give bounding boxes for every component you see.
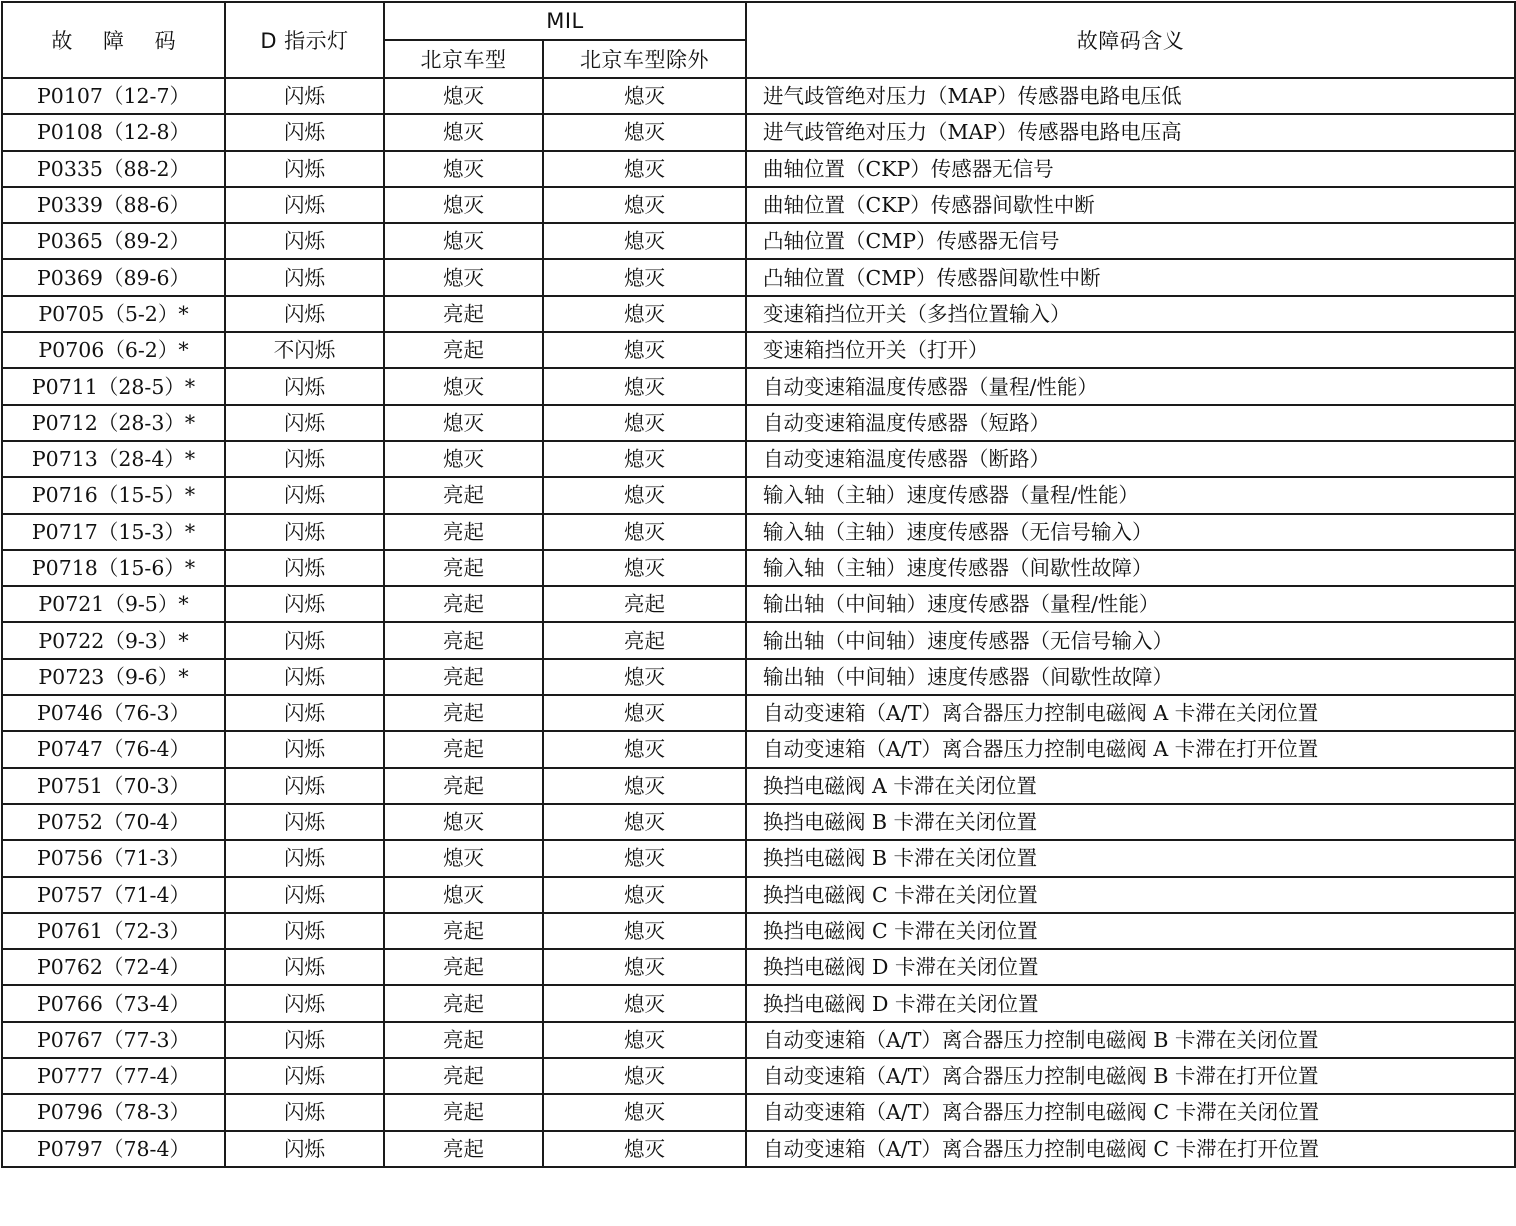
table-row <box>2 913 1515 949</box>
d-light-cell: 闪烁 <box>225 695 384 731</box>
table-row <box>2 441 1515 477</box>
fault-meaning-cell: 自动变速箱（A/T）离合器压力控制电磁阀 C 卡滞在关闭位置 <box>746 1094 1515 1130</box>
d-light-cell: 闪烁 <box>225 296 384 332</box>
fault-meaning-cell: 变速箱挡位开关（打开） <box>746 332 1515 368</box>
fault-code-cell: P0757（71-4） <box>2 877 225 913</box>
fault-code-cell: P0108（12-8） <box>2 114 225 150</box>
table-row <box>2 405 1515 441</box>
fault-meaning-cell: 自动变速箱（A/T）离合器压力控制电磁阀 C 卡滞在打开位置 <box>746 1131 1515 1167</box>
table-body <box>2 78 1515 1167</box>
mil-except-beijing-cell: 熄灭 <box>543 840 746 876</box>
mil-except-beijing-cell: 熄灭 <box>543 550 746 586</box>
fault-code-cell: P0797（78-4） <box>2 1131 225 1167</box>
mil-beijing-cell: 亮起 <box>384 985 543 1021</box>
header-meaning: 故障码含义 <box>746 2 1515 78</box>
fault-meaning-cell: 换挡电磁阀 D 卡滞在关闭位置 <box>746 949 1515 985</box>
mil-except-beijing-cell: 熄灭 <box>543 259 746 295</box>
d-light-cell: 闪烁 <box>225 441 384 477</box>
d-light-cell: 闪烁 <box>225 840 384 876</box>
header-d-light: D 指示灯 <box>225 2 384 78</box>
fault-meaning-cell: 换挡电磁阀 C 卡滞在关闭位置 <box>746 877 1515 913</box>
header-except-beijing: 北京车型除外 <box>543 40 746 78</box>
mil-beijing-cell: 亮起 <box>384 731 543 767</box>
fault-code-cell: P0706（6-2）* <box>2 332 225 368</box>
fault-code-cell: P0747（76-4） <box>2 731 225 767</box>
mil-except-beijing-cell: 熄灭 <box>543 296 746 332</box>
mil-except-beijing-cell: 熄灭 <box>543 949 746 985</box>
table-row <box>2 1094 1515 1130</box>
d-light-cell: 闪烁 <box>225 187 384 223</box>
d-light-cell: 闪烁 <box>225 114 384 150</box>
fault-code-cell: P0766（73-4） <box>2 985 225 1021</box>
mil-except-beijing-cell: 熄灭 <box>543 804 746 840</box>
fault-code-cell: P0723（9-6）* <box>2 659 225 695</box>
table-row <box>2 695 1515 731</box>
d-light-cell: 闪烁 <box>225 223 384 259</box>
table-row <box>2 659 1515 695</box>
table-row <box>2 949 1515 985</box>
mil-except-beijing-cell: 熄灭 <box>543 332 746 368</box>
mil-except-beijing-cell: 熄灭 <box>543 1131 746 1167</box>
d-light-cell: 闪烁 <box>225 949 384 985</box>
fault-meaning-cell: 输出轴（中间轴）速度传感器（间歇性故障） <box>746 659 1515 695</box>
fault-meaning-cell: 凸轴位置（CMP）传感器间歇性中断 <box>746 259 1515 295</box>
mil-except-beijing-cell: 熄灭 <box>543 985 746 1021</box>
fault-code-cell: P0746（76-3） <box>2 695 225 731</box>
mil-except-beijing-cell: 熄灭 <box>543 114 746 150</box>
d-light-cell: 闪烁 <box>225 659 384 695</box>
d-light-cell: 闪烁 <box>225 259 384 295</box>
mil-beijing-cell: 亮起 <box>384 1022 543 1058</box>
d-light-cell: 闪烁 <box>225 985 384 1021</box>
mil-except-beijing-cell: 熄灭 <box>543 1058 746 1094</box>
header-beijing: 北京车型 <box>384 40 543 78</box>
mil-except-beijing-cell: 熄灭 <box>543 441 746 477</box>
table-row <box>2 1131 1515 1167</box>
fault-code-cell: P0718（15-6）* <box>2 550 225 586</box>
mil-except-beijing-cell: 熄灭 <box>543 151 746 187</box>
d-light-cell: 闪烁 <box>225 477 384 513</box>
fault-code-cell: P0717（15-3）* <box>2 514 225 550</box>
fault-meaning-cell: 换挡电磁阀 C 卡滞在关闭位置 <box>746 913 1515 949</box>
table-row <box>2 877 1515 913</box>
mil-except-beijing-cell: 亮起 <box>543 586 746 622</box>
fault-code-cell: P0722（9-3）* <box>2 622 225 658</box>
mil-except-beijing-cell: 熄灭 <box>543 78 746 114</box>
fault-code-cell: P0713（28-4）* <box>2 441 225 477</box>
mil-except-beijing-cell: 熄灭 <box>543 477 746 513</box>
fault-meaning-cell: 自动变速箱温度传感器（短路） <box>746 405 1515 441</box>
d-light-cell: 闪烁 <box>225 368 384 404</box>
fault-meaning-cell: 自动变速箱温度传感器（量程/性能） <box>746 368 1515 404</box>
d-light-cell: 闪烁 <box>225 586 384 622</box>
mil-except-beijing-cell: 熄灭 <box>543 731 746 767</box>
mil-beijing-cell: 熄灭 <box>384 78 543 114</box>
mil-beijing-cell: 亮起 <box>384 550 543 586</box>
mil-beijing-cell: 熄灭 <box>384 368 543 404</box>
mil-beijing-cell: 亮起 <box>384 514 543 550</box>
mil-except-beijing-cell: 熄灭 <box>543 913 746 949</box>
mil-except-beijing-cell: 熄灭 <box>543 1022 746 1058</box>
table-row <box>2 368 1515 404</box>
fault-meaning-cell: 输出轴（中间轴）速度传感器（量程/性能） <box>746 586 1515 622</box>
mil-beijing-cell: 亮起 <box>384 1058 543 1094</box>
table-row <box>2 731 1515 767</box>
table-row <box>2 332 1515 368</box>
mil-except-beijing-cell: 熄灭 <box>543 1094 746 1130</box>
fault-code-cell: P0711（28-5）* <box>2 368 225 404</box>
fault-code-cell: P0777（77-4） <box>2 1058 225 1094</box>
fault-code-cell: P0712（28-3）* <box>2 405 225 441</box>
mil-beijing-cell: 熄灭 <box>384 114 543 150</box>
fault-meaning-cell: 自动变速箱（A/T）离合器压力控制电磁阀 A 卡滞在打开位置 <box>746 731 1515 767</box>
mil-beijing-cell: 熄灭 <box>384 441 543 477</box>
fault-code-table <box>1 1 1516 1168</box>
d-light-cell: 闪烁 <box>225 1094 384 1130</box>
d-light-cell: 闪烁 <box>225 804 384 840</box>
mil-beijing-cell: 亮起 <box>384 332 543 368</box>
table-row <box>2 768 1515 804</box>
fault-meaning-cell: 曲轴位置（CKP）传感器无信号 <box>746 151 1515 187</box>
table-row <box>2 223 1515 259</box>
mil-beijing-cell: 亮起 <box>384 1131 543 1167</box>
fault-code-cell: P0107（12-7） <box>2 78 225 114</box>
fault-meaning-cell: 自动变速箱（A/T）离合器压力控制电磁阀 B 卡滞在关闭位置 <box>746 1022 1515 1058</box>
fault-meaning-cell: 自动变速箱（A/T）离合器压力控制电磁阀 A 卡滞在关闭位置 <box>746 695 1515 731</box>
fault-code-cell: P0335（88-2） <box>2 151 225 187</box>
mil-beijing-cell: 熄灭 <box>384 405 543 441</box>
fault-code-cell: P0796（78-3） <box>2 1094 225 1130</box>
mil-beijing-cell: 亮起 <box>384 768 543 804</box>
table-row <box>2 477 1515 513</box>
mil-except-beijing-cell: 熄灭 <box>543 695 746 731</box>
table-row <box>2 296 1515 332</box>
table-row <box>2 622 1515 658</box>
d-light-cell: 闪烁 <box>225 514 384 550</box>
mil-except-beijing-cell: 熄灭 <box>543 877 746 913</box>
header-code: 故 障 码 <box>2 2 225 78</box>
fault-meaning-cell: 自动变速箱温度传感器（断路） <box>746 441 1515 477</box>
table-row <box>2 514 1515 550</box>
fault-code-cell: P0339（88-6） <box>2 187 225 223</box>
mil-beijing-cell: 熄灭 <box>384 877 543 913</box>
mil-beijing-cell: 亮起 <box>384 296 543 332</box>
d-light-cell: 闪烁 <box>225 913 384 949</box>
d-light-cell: 闪烁 <box>225 877 384 913</box>
fault-meaning-cell: 输入轴（主轴）速度传感器（无信号输入） <box>746 514 1515 550</box>
table-row <box>2 151 1515 187</box>
table-row <box>2 114 1515 150</box>
d-light-cell: 闪烁 <box>225 731 384 767</box>
fault-meaning-cell: 自动变速箱（A/T）离合器压力控制电磁阀 B 卡滞在打开位置 <box>746 1058 1515 1094</box>
mil-except-beijing-cell: 亮起 <box>543 622 746 658</box>
fault-meaning-cell: 换挡电磁阀 B 卡滞在关闭位置 <box>746 840 1515 876</box>
mil-beijing-cell: 亮起 <box>384 949 543 985</box>
mil-except-beijing-cell: 熄灭 <box>543 223 746 259</box>
d-light-cell: 闪烁 <box>225 1058 384 1094</box>
mil-beijing-cell: 熄灭 <box>384 840 543 876</box>
table-row <box>2 1022 1515 1058</box>
mil-beijing-cell: 亮起 <box>384 622 543 658</box>
fault-code-cell: P0716（15-5）* <box>2 477 225 513</box>
d-light-cell: 闪烁 <box>225 151 384 187</box>
fault-code-cell: P0365（89-2） <box>2 223 225 259</box>
mil-except-beijing-cell: 熄灭 <box>543 659 746 695</box>
header-mil: MIL <box>384 2 746 40</box>
mil-except-beijing-cell: 熄灭 <box>543 768 746 804</box>
fault-meaning-cell: 凸轴位置（CMP）传感器无信号 <box>746 223 1515 259</box>
fault-meaning-cell: 换挡电磁阀 D 卡滞在关闭位置 <box>746 985 1515 1021</box>
fault-code-cell: P0761（72-3） <box>2 913 225 949</box>
table-row <box>2 187 1515 223</box>
table-row <box>2 985 1515 1021</box>
fault-code-cell: P0752（70-4） <box>2 804 225 840</box>
mil-beijing-cell: 亮起 <box>384 659 543 695</box>
fault-meaning-cell: 换挡电磁阀 B 卡滞在关闭位置 <box>746 804 1515 840</box>
table-row <box>2 78 1515 114</box>
fault-code-cell: P0751（70-3） <box>2 768 225 804</box>
fault-meaning-cell: 变速箱挡位开关（多挡位置输入） <box>746 296 1515 332</box>
mil-beijing-cell: 亮起 <box>384 695 543 731</box>
mil-beijing-cell: 亮起 <box>384 586 543 622</box>
fault-meaning-cell: 进气歧管绝对压力（MAP）传感器电路电压高 <box>746 114 1515 150</box>
mil-beijing-cell: 熄灭 <box>384 259 543 295</box>
mil-except-beijing-cell: 熄灭 <box>543 368 746 404</box>
table-row <box>2 840 1515 876</box>
mil-except-beijing-cell: 熄灭 <box>543 405 746 441</box>
mil-beijing-cell: 熄灭 <box>384 187 543 223</box>
fault-meaning-cell: 输出轴（中间轴）速度传感器（无信号输入） <box>746 622 1515 658</box>
d-light-cell: 闪烁 <box>225 550 384 586</box>
fault-code-cell: P0705（5-2）* <box>2 296 225 332</box>
fault-meaning-cell: 换挡电磁阀 A 卡滞在关闭位置 <box>746 768 1515 804</box>
mil-beijing-cell: 熄灭 <box>384 151 543 187</box>
fault-code-cell: P0369（89-6） <box>2 259 225 295</box>
d-light-cell: 闪烁 <box>225 1022 384 1058</box>
d-light-cell: 闪烁 <box>225 405 384 441</box>
mil-beijing-cell: 亮起 <box>384 913 543 949</box>
mil-beijing-cell: 亮起 <box>384 1094 543 1130</box>
d-light-cell: 闪烁 <box>225 1131 384 1167</box>
mil-except-beijing-cell: 熄灭 <box>543 514 746 550</box>
d-light-cell: 闪烁 <box>225 622 384 658</box>
fault-code-cell: P0721（9-5）* <box>2 586 225 622</box>
fault-meaning-cell: 曲轴位置（CKP）传感器间歇性中断 <box>746 187 1515 223</box>
table-row <box>2 804 1515 840</box>
table-row <box>2 550 1515 586</box>
mil-beijing-cell: 亮起 <box>384 477 543 513</box>
mil-beijing-cell: 熄灭 <box>384 804 543 840</box>
fault-meaning-cell: 输入轴（主轴）速度传感器（间歇性故障） <box>746 550 1515 586</box>
fault-code-cell: P0762（72-4） <box>2 949 225 985</box>
mil-beijing-cell: 熄灭 <box>384 223 543 259</box>
d-light-cell: 不闪烁 <box>225 332 384 368</box>
d-light-cell: 闪烁 <box>225 78 384 114</box>
table-row <box>2 1058 1515 1094</box>
fault-meaning-cell: 输入轴（主轴）速度传感器（量程/性能） <box>746 477 1515 513</box>
fault-code-cell: P0756（71-3） <box>2 840 225 876</box>
mil-except-beijing-cell: 熄灭 <box>543 187 746 223</box>
table-row <box>2 259 1515 295</box>
table-row <box>2 586 1515 622</box>
fault-meaning-cell: 进气歧管绝对压力（MAP）传感器电路电压低 <box>746 78 1515 114</box>
d-light-cell: 闪烁 <box>225 768 384 804</box>
fault-code-cell: P0767（77-3） <box>2 1022 225 1058</box>
